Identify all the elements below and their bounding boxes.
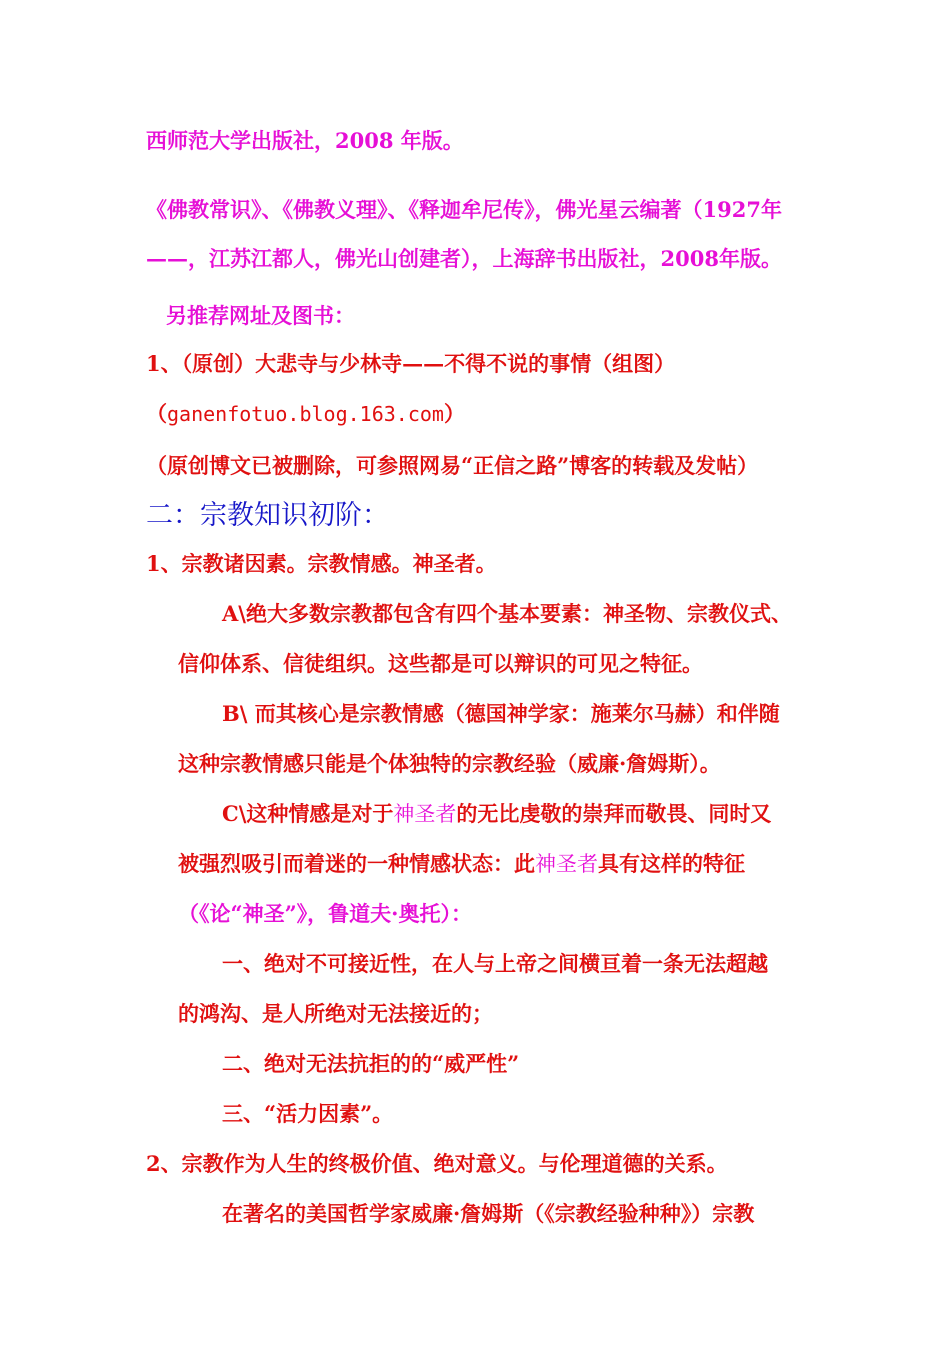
paragraph-c-line-2 [178, 853, 745, 875]
blog-link-line [146, 403, 465, 424]
paragraph-c-line-1 [222, 803, 771, 825]
feature-1-line-2: 的鸿沟、是人所绝对无法接近的； [178, 1001, 493, 1026]
section-2-title: 二：宗教知识初阶： [146, 500, 389, 531]
paragraph-g-line-1: 在著名的美国哲学家威廉·詹姆斯（《宗教经验种种》）宗教 [222, 1201, 755, 1226]
c1-pre: C\这种情感是对于 [222, 801, 394, 826]
recommend-note: （原创博文已被删除，可参照网易“正信之路”博客的转载及发帖） [146, 453, 759, 478]
recommend-item-1: 1、（原创）大悲寺与少林寺——不得不说的事情（组图） [146, 351, 676, 376]
section-2-point-1: 1、宗教诸因素。宗教情感。神圣者。 [146, 551, 497, 576]
paragraph-b-line-2: 这种宗教情感只能是个体独特的宗教经验（威廉·詹姆斯）。 [178, 751, 721, 776]
c2-pre: 被强烈吸引而着迷的一种情感状态：此 [178, 851, 535, 876]
link-paren-close: ） [443, 401, 465, 426]
link-paren-open: （ [146, 401, 167, 426]
paragraph-a-line-2: 信仰体系、信徒组织。这些都是可以辩识的可见之特征。 [178, 651, 703, 676]
feature-3: 三、“活力因素”。 [222, 1101, 394, 1126]
c2-post: 具有这样的特征 [598, 851, 745, 876]
recommend-heading: 另推荐网址及图书： [166, 303, 355, 328]
reference-line-3: ——，江苏江都人，佛光山创建者），上海辞书出版社，2008年版。 [146, 246, 782, 271]
reference-line-2: 《佛教常识》、《佛教义理》、《释迦牟尼传》，佛光星云编著（1927年 [146, 197, 782, 222]
sacred-term: 神圣者 [393, 802, 457, 826]
blog-link[interactable]: ganenfotuo.blog.163.com [167, 402, 444, 426]
feature-1-line-1: 一、绝对不可接近性，在人与上帝之间横亘着一条无法超越 [222, 951, 768, 976]
paragraph-b-line-1: B\ 而其核心是宗教情感（德国神学家：施莱尔马赫）和伴随 [222, 701, 780, 726]
paragraph-c-citation: （《论“神圣”》，鲁道夫·奥托）： [178, 901, 472, 926]
sacred-term: 神圣者 [535, 852, 598, 876]
feature-2: 二、绝对无法抗拒的的“威严性” [222, 1051, 520, 1076]
section-2-point-2: 2、宗教作为人生的终极价值、绝对意义。与伦理道德的关系。 [146, 1151, 728, 1176]
paragraph-a-line-1: A\绝大多数宗教都包含有四个基本要素：神圣物、宗教仪式、 [222, 601, 792, 626]
c1-post: 的无比虔敬的崇拜而敬畏、同时又 [456, 801, 772, 826]
reference-line-1: 西师范大学出版社，2008 年版。 [146, 128, 464, 153]
